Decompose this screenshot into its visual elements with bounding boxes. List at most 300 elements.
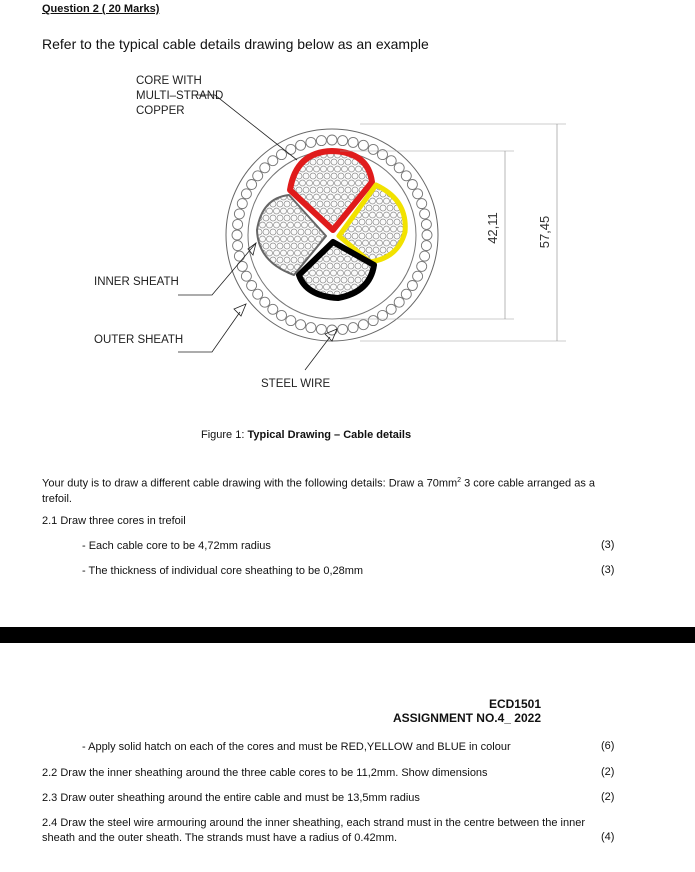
copper-strand xyxy=(342,194,348,200)
copper-strand xyxy=(298,243,304,249)
steel-wire-strand xyxy=(253,289,263,299)
copper-strand xyxy=(305,229,311,235)
copper-strand xyxy=(387,205,393,211)
copper-strand xyxy=(370,240,376,246)
copper-strand xyxy=(405,254,411,260)
copper-strand xyxy=(356,180,362,186)
copper-strand xyxy=(298,215,304,221)
steel-wire-strand xyxy=(407,281,417,291)
copper-strand xyxy=(302,222,308,228)
copper-strand xyxy=(305,243,311,249)
copper-strand xyxy=(345,256,351,262)
copper-strand xyxy=(260,222,266,228)
steel-wire-strand xyxy=(233,219,243,229)
copper-strand xyxy=(286,166,292,172)
copper-strand xyxy=(324,256,330,262)
copper-strand xyxy=(366,233,372,239)
label-core xyxy=(136,74,223,119)
copper-strand xyxy=(370,212,376,218)
label-inner-sheath: INNER SHEATH xyxy=(94,276,179,288)
steel-wire-strand xyxy=(407,180,417,190)
copper-strand xyxy=(274,278,280,284)
copper-strand xyxy=(398,254,404,260)
copper-strand xyxy=(296,298,302,304)
copper-strand xyxy=(349,180,355,186)
copper-strand xyxy=(317,270,323,276)
copper-strand xyxy=(281,250,287,256)
copper-strand xyxy=(352,233,358,239)
steel-wire-strand xyxy=(296,320,306,330)
marks-2-2: (2) xyxy=(601,766,615,778)
copper-strand xyxy=(380,233,386,239)
steel-wire-strand xyxy=(338,324,348,334)
copper-strand xyxy=(334,263,340,269)
steel-wire-strand xyxy=(327,135,337,145)
copper-strand xyxy=(263,271,269,277)
copper-strand xyxy=(281,222,287,228)
copper-strand xyxy=(317,159,323,165)
cable-drawing xyxy=(0,0,695,420)
copper-strand xyxy=(291,243,297,249)
steel-wire-strand xyxy=(368,144,378,154)
copper-strand xyxy=(359,233,365,239)
copper-strand xyxy=(345,159,351,165)
copper-strand xyxy=(263,243,269,249)
copper-strand xyxy=(296,187,302,193)
copper-strand xyxy=(362,291,368,297)
copper-strand xyxy=(306,277,312,283)
copper-strand xyxy=(256,257,262,263)
copper-strand xyxy=(327,263,333,269)
item-2-1-c: - Apply solid hatch on each of the cores and must be RED,YELLOW and BLUE in colour xyxy=(82,741,511,753)
marks-2-1-b: (3) xyxy=(601,564,615,576)
copper-strand xyxy=(391,240,397,246)
steel-wire-strand xyxy=(286,144,296,154)
copper-strand xyxy=(321,166,327,172)
copper-strand xyxy=(284,257,290,263)
copper-strand xyxy=(307,166,313,172)
copper-strand xyxy=(274,222,280,228)
copper-strand xyxy=(359,298,365,304)
copper-strand xyxy=(355,263,361,269)
copper-strand xyxy=(291,229,297,235)
copper-strand xyxy=(345,270,351,276)
caption-bold: Typical Drawing – Cable details xyxy=(247,429,412,441)
copper-strand xyxy=(288,278,294,284)
steel-wire-strand xyxy=(277,150,287,160)
copper-strand xyxy=(270,215,276,221)
copper-strand xyxy=(288,222,294,228)
copper-strand xyxy=(338,159,344,165)
copper-strand xyxy=(313,277,319,283)
steel-wire-strand xyxy=(420,251,430,261)
copper-strand xyxy=(270,243,276,249)
copper-strand xyxy=(377,240,383,246)
copper-strand xyxy=(260,194,266,200)
copper-strand xyxy=(317,201,323,207)
copper-strand xyxy=(394,219,400,225)
copper-strand xyxy=(363,212,369,218)
copper-strand xyxy=(267,278,273,284)
copper-strand xyxy=(334,249,340,255)
marks-2-3: (2) xyxy=(601,791,615,803)
copper-strand xyxy=(352,270,358,276)
copper-strand xyxy=(384,240,390,246)
copper-strand xyxy=(331,284,337,290)
copper-strand xyxy=(376,263,382,269)
copper-strand xyxy=(302,236,308,242)
copper-strand xyxy=(342,166,348,172)
copper-strand xyxy=(342,180,348,186)
copper-strand xyxy=(296,284,302,290)
copper-strand xyxy=(267,194,273,200)
copper-strand xyxy=(281,208,287,214)
copper-strand xyxy=(324,270,330,276)
copper-strand xyxy=(373,233,379,239)
steel-wire-strand xyxy=(286,316,296,326)
steel-wire-strand xyxy=(296,140,306,150)
copper-strand xyxy=(370,226,376,232)
copper-strand xyxy=(380,177,386,183)
copper-strand xyxy=(256,201,262,207)
copper-strand xyxy=(295,222,301,228)
copper-strand xyxy=(314,166,320,172)
dim-inner-label: 42,11 xyxy=(485,212,500,244)
copper-strand xyxy=(359,219,365,225)
header-assignment: ASSIGNMENT NO.4_ 2022 xyxy=(392,711,541,725)
copper-strand xyxy=(281,278,287,284)
copper-strand xyxy=(267,208,273,214)
header-code: ECD1501 xyxy=(488,697,541,711)
copper-strand xyxy=(366,298,372,304)
copper-strand xyxy=(341,277,347,283)
steel-wire-strand xyxy=(413,189,423,199)
copper-strand xyxy=(380,205,386,211)
copper-strand xyxy=(377,226,383,232)
copper-strand xyxy=(335,194,341,200)
steel-wire-strand xyxy=(233,241,243,251)
copper-strand xyxy=(391,184,397,190)
item-2-1-b: - The thickness of individual core sheathing to be 0,28mm xyxy=(82,565,364,577)
steel-wire-strand xyxy=(386,156,396,166)
steel-wire-strand xyxy=(232,230,242,240)
item-2-1-a: - Each cable core to be 4,72mm radius xyxy=(82,540,271,552)
steel-wire-strand xyxy=(348,137,358,147)
copper-strand xyxy=(260,236,266,242)
steel-wire-strand xyxy=(421,241,431,251)
duty-paragraph xyxy=(42,473,622,507)
copper-strand xyxy=(295,208,301,214)
copper-strand xyxy=(320,277,326,283)
copper-strand xyxy=(307,194,313,200)
copper-strand xyxy=(380,247,386,253)
copper-strand xyxy=(331,187,337,193)
copper-strand xyxy=(314,180,320,186)
copper-strand xyxy=(267,236,273,242)
copper-strand xyxy=(310,173,316,179)
label-steel-wire: STEEL WIRE xyxy=(261,378,331,390)
copper-strand xyxy=(324,159,330,165)
copper-strand xyxy=(341,263,347,269)
copper-strand xyxy=(310,298,316,304)
copper-strand xyxy=(288,236,294,242)
copper-strand xyxy=(292,291,298,297)
copper-strand xyxy=(363,226,369,232)
steel-wire-strand xyxy=(421,219,431,229)
copper-strand xyxy=(303,298,309,304)
copper-strand xyxy=(270,229,276,235)
copper-strand xyxy=(284,215,290,221)
copper-strand xyxy=(324,173,330,179)
outer-sheath-arrow xyxy=(234,304,246,316)
steel-wire-strand xyxy=(422,230,432,240)
copper-strand xyxy=(359,270,365,276)
copper-strand xyxy=(310,187,316,193)
steel-wire-strand xyxy=(316,324,326,334)
steel-wire-strand xyxy=(413,271,423,281)
steel-wire-strand xyxy=(234,209,244,219)
dim-outer-label: 57,45 xyxy=(537,215,552,249)
copper-strand xyxy=(303,187,309,193)
copper-strand xyxy=(338,173,344,179)
copper-strand xyxy=(291,215,297,221)
label-outer-sheath: OUTER SHEATH xyxy=(94,334,184,346)
marks-2-1-c: (6) xyxy=(601,740,615,752)
copper-strand xyxy=(345,233,351,239)
outer-sheath-leader xyxy=(178,312,240,352)
copper-strand xyxy=(356,226,362,232)
copper-strand xyxy=(373,219,379,225)
marks-2-1-a: (3) xyxy=(601,539,615,551)
copper-strand xyxy=(312,229,318,235)
copper-strand xyxy=(370,198,376,204)
copper-strand xyxy=(331,270,337,276)
copper-strand xyxy=(267,222,273,228)
copper-strand xyxy=(321,208,327,214)
steel-wire-strand xyxy=(247,180,257,190)
copper-strand xyxy=(335,166,341,172)
copper-strand xyxy=(328,194,334,200)
copper-strand xyxy=(338,201,344,207)
copper-strand xyxy=(331,256,337,262)
copper-strand xyxy=(267,250,273,256)
steel-wire-strand xyxy=(260,163,270,173)
copper-strand xyxy=(310,159,316,165)
steel-wire-strand xyxy=(401,171,411,181)
copper-strand xyxy=(284,243,290,249)
item-2-1: 2.1 Draw three cores in trefoil xyxy=(42,515,186,527)
copper-strand xyxy=(277,215,283,221)
copper-strand xyxy=(324,187,330,193)
copper-strand xyxy=(260,264,266,270)
steel-wire-strand xyxy=(358,140,368,150)
copper-strand xyxy=(387,219,393,225)
steel-wire-strand xyxy=(368,316,378,326)
copper-strand xyxy=(277,243,283,249)
copper-strand xyxy=(270,271,276,277)
copper-strand xyxy=(298,229,304,235)
steel-wire-strand xyxy=(306,323,316,333)
copper-strand xyxy=(317,173,323,179)
copper-strand xyxy=(366,205,372,211)
copper-strand xyxy=(387,261,393,267)
copper-strand xyxy=(263,215,269,221)
item-2-4: 2.4 Draw the steel wire armouring around the inner sheathing, each strand must in the centre between the inner sheath and the outer sheath. The strands must have a radius of 0.42mm. xyxy=(42,817,585,844)
copper-strand xyxy=(277,229,283,235)
copper-strand xyxy=(349,194,355,200)
copper-strand xyxy=(310,270,316,276)
copper-strand xyxy=(373,205,379,211)
steel-wire-strand xyxy=(234,251,244,261)
copper-strand xyxy=(314,194,320,200)
copper-strand xyxy=(352,298,358,304)
copper-strand xyxy=(281,236,287,242)
copper-strand xyxy=(345,284,351,290)
copper-strand xyxy=(369,291,375,297)
copper-strand xyxy=(349,166,355,172)
steel-wire-strand xyxy=(417,199,427,209)
copper-strand xyxy=(277,201,283,207)
copper-strand xyxy=(253,208,259,214)
copper-strand xyxy=(267,264,273,270)
copper-strand xyxy=(363,240,369,246)
copper-strand xyxy=(377,212,383,218)
copper-strand xyxy=(348,263,354,269)
copper-strand xyxy=(274,250,280,256)
copper-strand xyxy=(331,215,337,221)
steel-wire-strand xyxy=(260,297,270,307)
copper-strand xyxy=(349,226,355,232)
steel-wire-strand xyxy=(241,189,251,199)
copper-strand xyxy=(284,229,290,235)
copper-strand xyxy=(331,233,337,239)
copper-strand xyxy=(284,201,290,207)
steel-wire-strand xyxy=(268,156,278,166)
copper-strand xyxy=(291,257,297,263)
copper-strand xyxy=(317,187,323,193)
copper-strand xyxy=(263,187,269,193)
copper-strand xyxy=(338,256,344,262)
copper-strand xyxy=(391,226,397,232)
steel-wire-strand xyxy=(394,163,404,173)
steel-wire-strand xyxy=(358,320,368,330)
copper-strand xyxy=(317,284,323,290)
copper-strand xyxy=(384,226,390,232)
copper-strand xyxy=(387,233,393,239)
steel-wire-strand xyxy=(401,289,411,299)
steel-wire-strand xyxy=(338,136,348,146)
copper-strand xyxy=(366,247,372,253)
steel-wire-strand xyxy=(306,137,316,147)
copper-strand xyxy=(352,173,358,179)
copper-strand xyxy=(277,271,283,277)
steel-wire-strand xyxy=(420,209,430,219)
copper-strand xyxy=(328,180,334,186)
copper-strand xyxy=(338,284,344,290)
copper-strand xyxy=(348,277,354,283)
copper-strand xyxy=(288,208,294,214)
duty-before: Your duty is to draw a different cable drawing with the following details: Draw a 70mm xyxy=(42,477,458,490)
page-break-band xyxy=(0,627,695,643)
steel-wire-strand xyxy=(237,199,247,209)
copper-strand xyxy=(376,291,382,297)
duty-superscript: 2 xyxy=(457,477,462,484)
copper-strand xyxy=(356,166,362,172)
copper-strand xyxy=(377,198,383,204)
cable-cores xyxy=(249,145,411,304)
copper-strand xyxy=(335,180,341,186)
duty-after: 3 core cable arranged as a trefoil. xyxy=(42,477,595,505)
copper-strand xyxy=(317,298,323,304)
copper-strand xyxy=(270,187,276,193)
copper-strand xyxy=(295,236,301,242)
copper-strand xyxy=(376,277,382,283)
copper-strand xyxy=(366,219,372,225)
label-core-line2: MULTI–STRAND xyxy=(136,90,224,102)
copper-strand xyxy=(320,263,326,269)
question-title: Question 2 ( 20 Marks) xyxy=(42,3,160,15)
copper-strand xyxy=(328,208,334,214)
steel-wire-strand xyxy=(253,171,263,181)
copper-strand xyxy=(401,261,407,267)
copper-strand xyxy=(263,229,269,235)
item-2-3: 2.3 Draw outer sheathing around the entire cable and must be 13,5mm radius xyxy=(42,792,420,804)
copper-strand xyxy=(328,166,334,172)
copper-strand xyxy=(359,173,365,179)
copper-strand xyxy=(338,187,344,193)
copper-strand xyxy=(321,180,327,186)
steel-wire-strand xyxy=(394,297,404,307)
copper-strand xyxy=(307,180,313,186)
steel-wire-leader xyxy=(305,337,330,370)
copper-strand xyxy=(352,187,358,193)
copper-strand xyxy=(274,236,280,242)
copper-strand xyxy=(309,236,315,242)
copper-strand xyxy=(380,219,386,225)
copper-strand xyxy=(401,247,407,253)
copper-strand xyxy=(356,240,362,246)
copper-strand xyxy=(373,298,379,304)
copper-strand xyxy=(384,198,390,204)
copper-strand xyxy=(334,277,340,283)
label-core-line1: CORE WITH xyxy=(136,75,202,87)
steel-wire-strand xyxy=(348,323,358,333)
copper-strand xyxy=(274,208,280,214)
copper-strand xyxy=(387,177,393,183)
copper-strand xyxy=(355,277,361,283)
copper-strand xyxy=(324,201,330,207)
copper-strand xyxy=(300,180,306,186)
copper-strand xyxy=(249,229,255,235)
copper-strand xyxy=(303,173,309,179)
copper-strand xyxy=(298,257,304,263)
copper-strand xyxy=(335,208,341,214)
steel-wire-strand xyxy=(316,136,326,146)
steel-wire-strand xyxy=(268,304,278,314)
copper-strand xyxy=(331,159,337,165)
copper-strand xyxy=(277,187,283,193)
copper-strand xyxy=(373,247,379,253)
copper-strand xyxy=(324,284,330,290)
item-2-2: 2.2 Draw the inner sheathing around the three cable cores to be 11,2mm. Show dimensions xyxy=(42,767,488,779)
copper-strand xyxy=(295,250,301,256)
copper-strand xyxy=(288,264,294,270)
copper-strand xyxy=(331,173,337,179)
copper-strand xyxy=(327,277,333,283)
caption-prefix: Figure 1: xyxy=(201,429,248,441)
copper-strand xyxy=(331,201,337,207)
steel-wire-strand xyxy=(386,304,396,314)
